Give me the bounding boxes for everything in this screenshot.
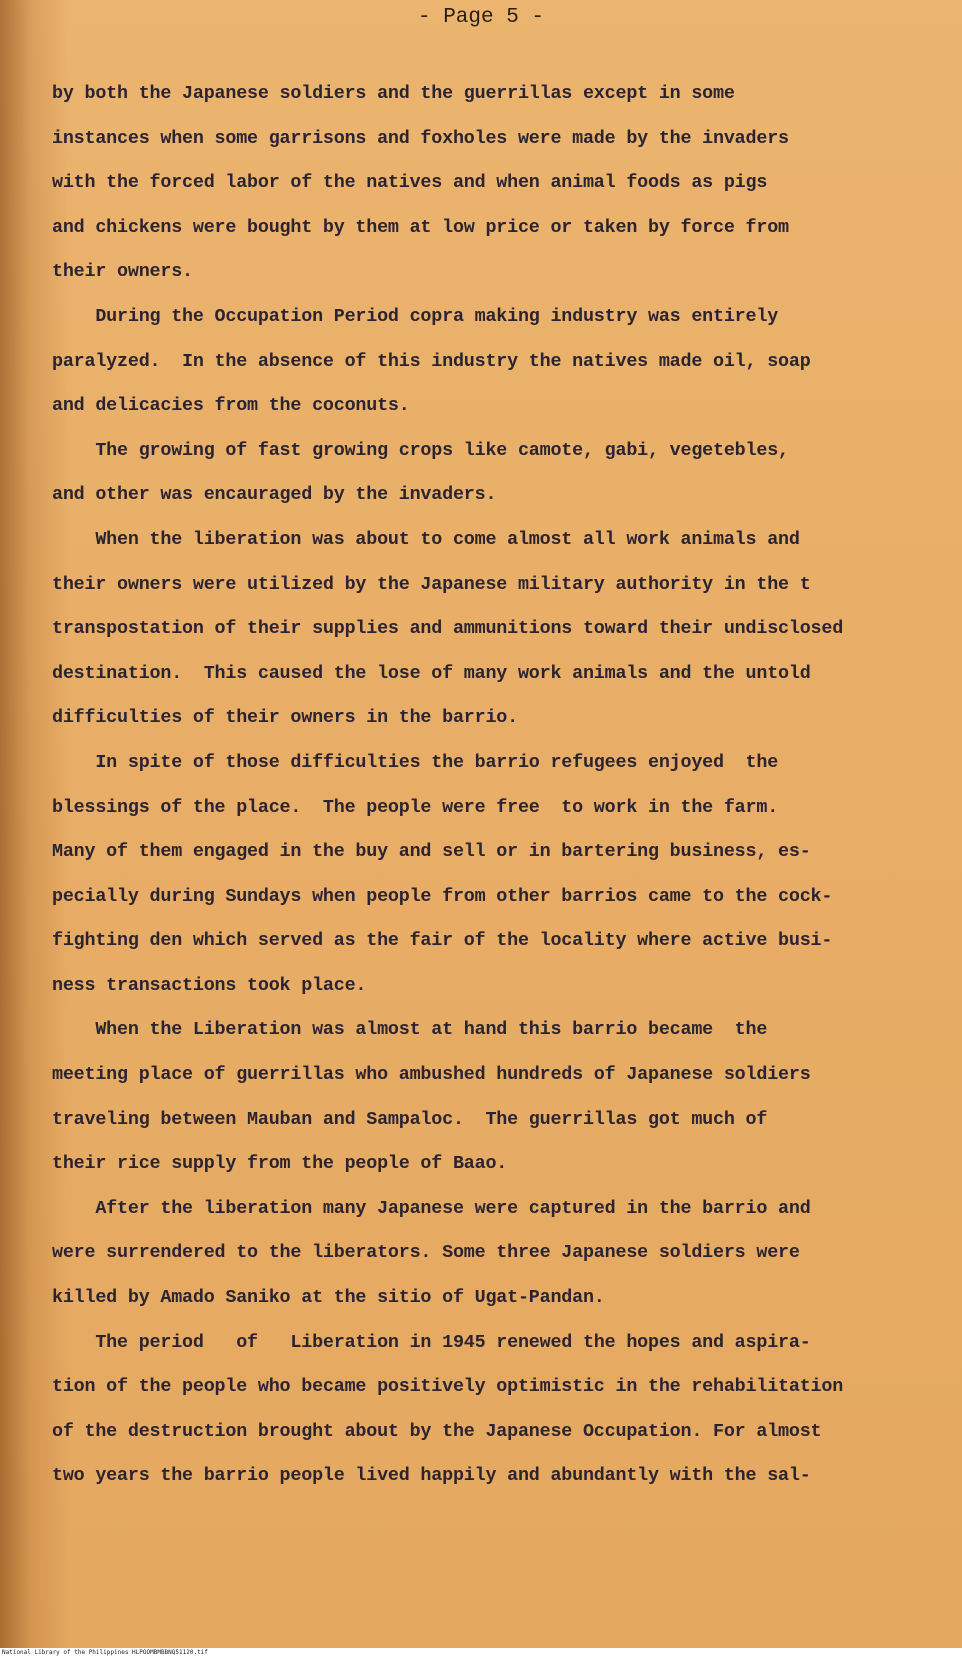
text-line: and other was encauraged by the invaders. <box>52 484 497 506</box>
text-line: their owners. <box>52 261 193 283</box>
text-line: Many of them engaged in the buy and sell or in bartering business, es- <box>52 841 811 863</box>
paragraph-8 <box>52 1321 932 1499</box>
text-line: In spite of those difficulties the barrio refugees enjoyed the <box>52 751 779 773</box>
text-line: instances when some garrisons and foxholes were made by the invaders <box>52 127 789 149</box>
text-line: with the forced labor of the natives and when animal foods as pigs <box>52 172 768 194</box>
text-line: difficulties of their owners in the barrio. <box>52 707 518 729</box>
text-line: paralyzed. In the absence of this industry the natives made oil, soap <box>52 350 811 372</box>
text-line: The period of Liberation in 1945 renewed the hopes and aspira- <box>52 1331 811 1353</box>
text-line: traveling between Mauban and Sampaloc. The guerrillas got much of <box>52 1108 768 1130</box>
text-line: ness transactions took place. <box>52 974 367 996</box>
paragraph-5 <box>52 741 932 1009</box>
text-line: of the destruction brought about by the Japanese Occupation. For almost <box>52 1420 822 1442</box>
text-line: blessings of the place. The people were free to work in the farm. <box>52 796 779 818</box>
text-line: their owners were utilized by the Japanese military authority in the t <box>52 573 811 595</box>
paragraph-4 <box>52 518 932 741</box>
text-line: tion of the people who became positively optimistic in the rehabilitation <box>52 1376 844 1398</box>
text-line: When the liberation was about to come almost all work animals and <box>52 528 800 550</box>
paragraph-1 <box>52 72 932 295</box>
paragraph-2 <box>52 295 932 429</box>
text-line: two years the barrio people lived happily and abundantly with the sal- <box>52 1465 811 1487</box>
text-line: by both the Japanese soldiers and the guerrillas except in some <box>52 83 735 104</box>
text-line: and chickens were bought by them at low price or taken by force from <box>52 216 789 238</box>
text-line: After the liberation many Japanese were captured in the barrio and <box>52 1197 811 1219</box>
text-line: their rice supply from the people of Baao. <box>52 1153 508 1175</box>
text-line: During the Occupation Period copra making industry was entirely <box>52 305 779 327</box>
text-line: killed by Amado Saniko at the sitio of Ugat-Pandan. <box>52 1287 605 1309</box>
scan-footer: National Library of the Philippines HLPOOMBMBBNQ51120.tif <box>0 1648 962 1658</box>
text-line: transpostation of their supplies and ammunitions toward their undisclosed <box>52 618 844 640</box>
body-text <box>52 72 932 1499</box>
page-number-header: - Page 5 - <box>417 6 545 29</box>
text-line: fighting den which served as the fair of the locality where active busi- <box>52 930 833 952</box>
text-line: When the Liberation was almost at hand this barrio became the <box>52 1019 768 1041</box>
text-line: were surrendered to the liberators. Some three Japanese soldiers were <box>52 1242 800 1264</box>
text-line: destination. This caused the lose of many work animals and the untold <box>52 662 811 684</box>
paragraph-6 <box>52 1008 932 1186</box>
paragraph-7 <box>52 1187 932 1321</box>
text-line: The growing of fast growing crops like camote, gabi, vegetebles, <box>52 439 789 461</box>
text-line: pecially during Sundays when people from other barrios came to the cock- <box>52 885 833 907</box>
paragraph-3 <box>52 429 932 518</box>
text-line: meeting place of guerrillas who ambushed hundreds of Japanese soldiers <box>52 1064 811 1086</box>
text-line: and delicacies from the coconuts. <box>52 395 410 417</box>
